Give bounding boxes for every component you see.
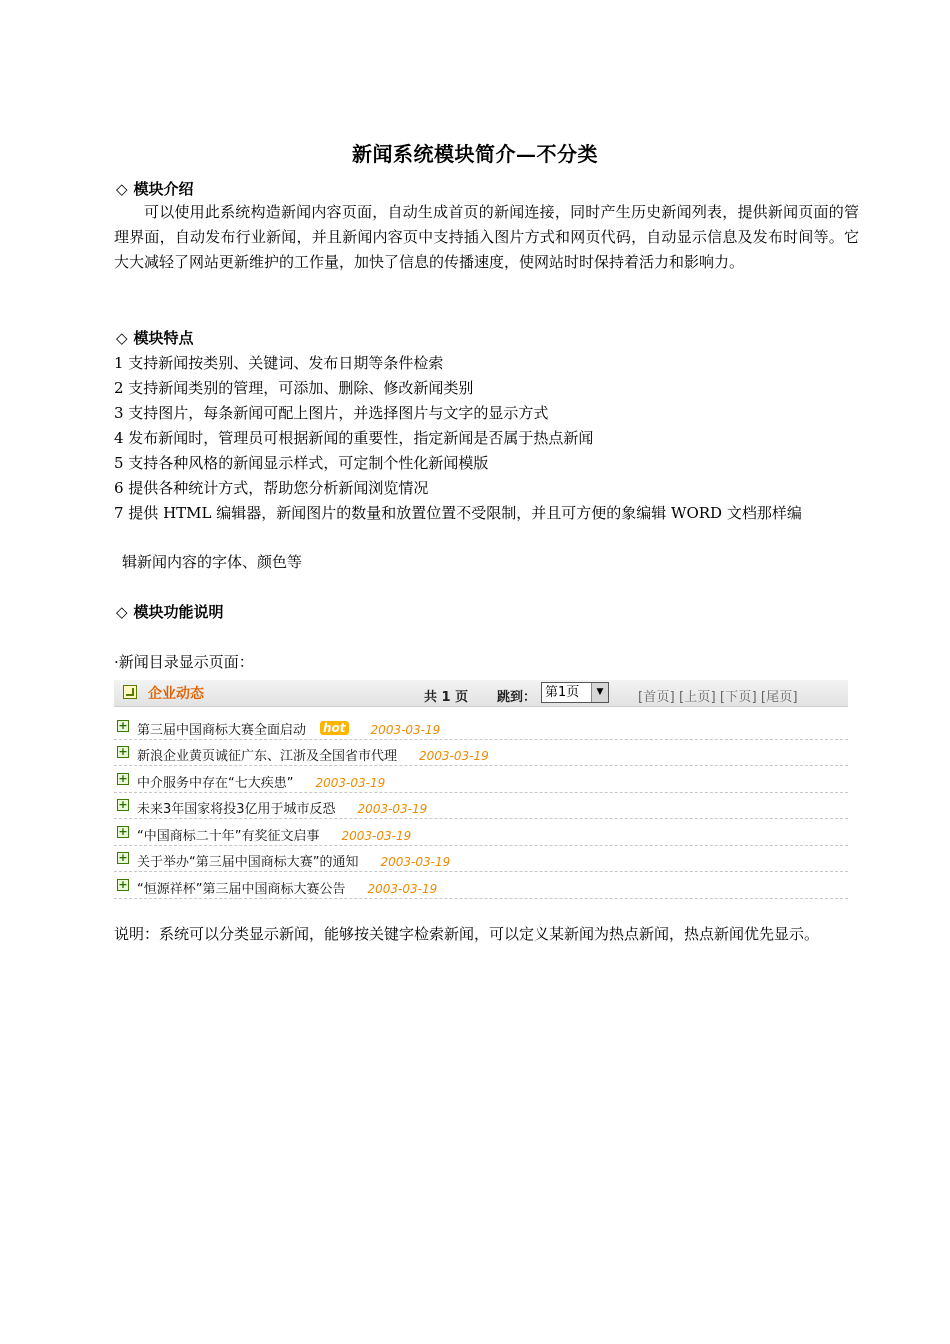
news-title-link[interactable]: “中国商标二十年”有奖征文启事 [137, 829, 320, 844]
document-title: 新闻系统模块简介—不分类 [352, 142, 598, 166]
section-heading-features [116, 327, 194, 348]
news-list-widget [114, 680, 850, 898]
page-select[interactable] [541, 682, 609, 703]
section-heading-intro [116, 178, 194, 199]
news-row[interactable] [114, 713, 848, 740]
plus-icon: + [118, 719, 128, 732]
feature-item: 6 提供各种统计方式，帮助您分析新闻浏览情况 [114, 479, 429, 497]
prev-page-link[interactable]: [上页] [678, 690, 716, 705]
feature-item: 1 支持新闻按类别、关键词、发布日期等条件检索 [114, 354, 444, 372]
news-title-link[interactable]: 中介服务中存在“七大疾患” [137, 776, 294, 791]
news-date: 2003-03-19 [370, 723, 441, 737]
feature-item: 3 支持图片，每条新闻可配上图片，并选择图片与文字的显示方式 [114, 404, 549, 422]
section-heading-functions [116, 601, 224, 622]
section-heading-text: 模块介绍 [133, 180, 194, 198]
plus-icon: + [118, 851, 128, 864]
feature-item: 2 支持新闻类别的管理，可添加、删除、修改新闻类别 [114, 379, 474, 397]
page-total: 共 1 页 [424, 690, 469, 705]
news-row[interactable] [114, 766, 848, 793]
widget-title: 企业动态 [148, 686, 204, 702]
jump-label: 跳到： [497, 690, 537, 705]
last-page-link[interactable]: [尾页] [760, 690, 798, 705]
news-row[interactable] [114, 739, 848, 766]
diamond-icon: ◇ [116, 603, 128, 621]
page-select-value: 第1页 [545, 685, 580, 700]
news-row[interactable] [114, 845, 848, 872]
feature-item: 5 支持各种风格的新闻显示样式，可定制个性化新闻模版 [114, 454, 489, 472]
plus-icon: + [118, 772, 128, 785]
plus-icon: + [118, 878, 128, 891]
news-row[interactable] [114, 819, 848, 846]
arrow-box-icon [123, 685, 137, 699]
next-page-link[interactable]: [下页] [719, 690, 757, 705]
feature-item: 7 提供 HTML 编辑器，新闻图片的数量和放置位置不受限制，并且可方便的象编辑 WORD 文档那样编 [114, 504, 802, 522]
plus-icon: + [118, 798, 128, 811]
news-row[interactable] [114, 792, 848, 819]
news-date: 2003-03-19 [341, 829, 412, 843]
widget-header [114, 680, 848, 707]
news-date: 2003-03-19 [357, 802, 428, 816]
section-heading-text: 模块功能说明 [133, 603, 224, 621]
pager [638, 686, 802, 705]
news-title-link[interactable]: 新浪企业黄页诚征广东、江浙及全国省市代理 [137, 749, 398, 764]
chevron-down-icon[interactable]: ▼ [591, 683, 608, 702]
news-title-link[interactable]: 关于举办“第三届中国商标大赛”的通知 [137, 855, 359, 870]
intro-paragraph: 可以使用此系统构造新闻内容页面，自动生成首页的新闻连接，同时产生历史新闻列表，提供新闻页面的管理界面，自动发布行业新闻，并且新闻内容页中支持插入图片方式和网页代码，自动显示信息及发布时间等。它大大减轻了网站更新维护的工作量，加快了信息的传播速度，使网站时时保持着活力和影响力。 [114, 203, 859, 271]
hot-badge: hot [320, 721, 349, 735]
news-title-link[interactable]: “恒源祥杯”第三届中国商标大赛公告 [137, 882, 346, 897]
news-row[interactable] [114, 872, 848, 899]
note-paragraph: 说明：系统可以分类显示新闻，能够按关键字检索新闻，可以定义某新闻为热点新闻，热点新闻优先显示。 [114, 925, 820, 943]
diamond-icon: ◇ [116, 329, 128, 347]
subheading-news-list: ·新闻目录显示页面： [114, 653, 254, 671]
news-title-link[interactable]: 未来3年国家将投3亿用于城市反恐 [137, 802, 336, 817]
news-date: 2003-03-19 [380, 855, 451, 869]
plus-icon: + [118, 825, 128, 838]
news-title-link[interactable]: 第三届中国商标大赛全面启动 [137, 723, 307, 738]
news-date: 2003-03-19 [367, 882, 438, 896]
news-date: 2003-03-19 [419, 749, 489, 763]
news-date: 2003-03-19 [315, 776, 386, 790]
plus-icon: + [118, 745, 128, 758]
first-page-link[interactable]: [首页] [638, 690, 675, 705]
section-heading-text: 模块特点 [133, 329, 194, 347]
feature-item-continuation: 辑新闻内容的字体、颜色等 [122, 553, 303, 571]
diamond-icon: ◇ [116, 180, 128, 198]
feature-item: 4 发布新闻时，管理员可根据新闻的重要性，指定新闻是否属于热点新闻 [114, 429, 594, 447]
